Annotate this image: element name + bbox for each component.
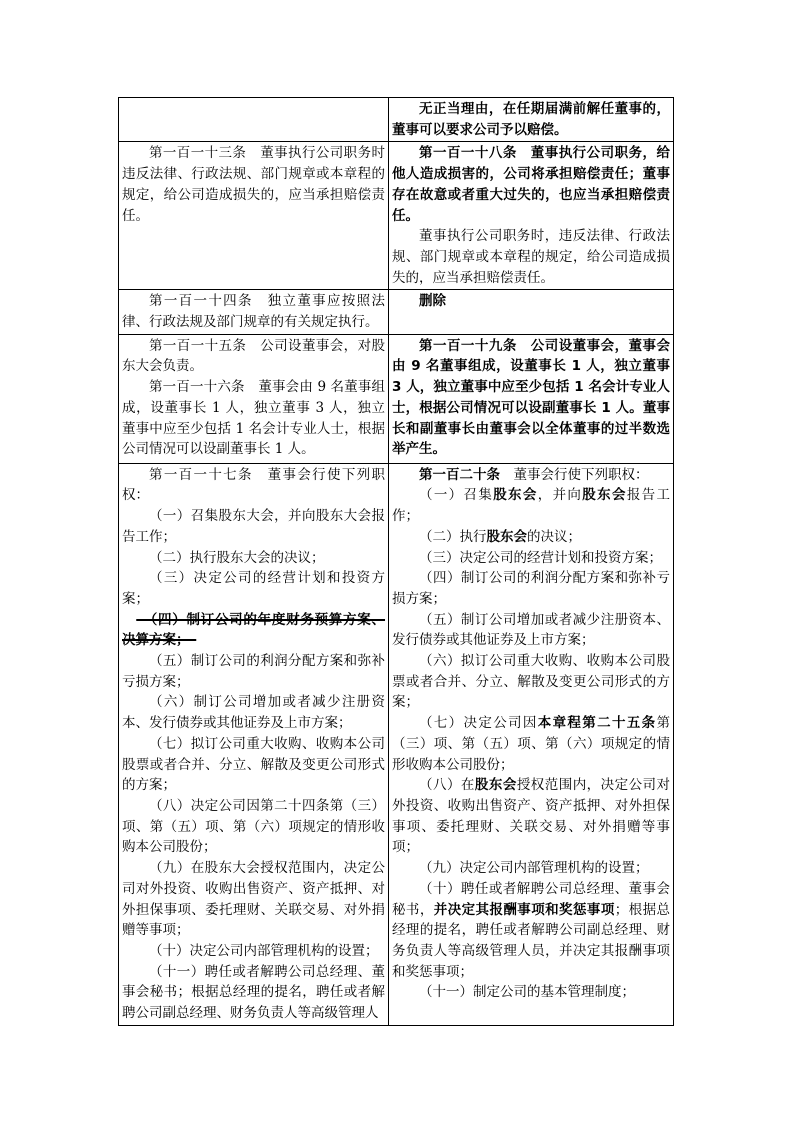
- text-run: （八）决定公司因第二十四条第（三）项、第（五）项、第（六）项规定的情形收购本公司股份；: [122, 797, 385, 856]
- table-row-1: [119, 98, 674, 142]
- paragraph: [392, 879, 670, 983]
- amended-text-cell-3: [389, 290, 674, 334]
- amended-text-cell-5: [389, 463, 674, 1025]
- paragraph: [122, 941, 385, 962]
- table-row-2: [119, 142, 674, 290]
- paragraph: [392, 858, 670, 879]
- emphasized-text: 第一百一十九条 公司设董事会，董事会由 9 名董事组成，设董事长 1 人，独立董事 3 人，独立董事中应至少包括 1 名会计专业人士，根据公司情况可以设副董事长 1 人。董事长和副董事长由董事会以全体董事的过半数选举产生。: [392, 337, 670, 458]
- paragraph: [122, 336, 385, 377]
- text-run: （四）制订公司的利润分配方案和弥补亏损方案；: [392, 570, 670, 607]
- amended-text-cell-2: [389, 142, 674, 290]
- paragraph: [122, 568, 385, 609]
- table-row-4: [119, 334, 674, 463]
- paragraph: [392, 775, 670, 858]
- paragraph: [392, 548, 670, 569]
- text-run: （六）制订公司增加或者减少注册资本、发行债券或其他证券及上市方案；: [122, 694, 385, 732]
- paragraph: [122, 506, 385, 547]
- text-run: ；根据总经理的提名，聘任或者解聘公司副总经理、财务负责人等高级管理人员，并决定其报酬事项和奖惩事项；: [392, 901, 671, 980]
- paragraph: [392, 982, 670, 1003]
- emphasized-text: 删除: [419, 293, 446, 310]
- text-run: （一）召集: [419, 487, 494, 504]
- original-text-cell-4: [119, 334, 389, 463]
- text-run: 第（三）项、第（五）项、第（六）项规定的情形收购本公司股份；: [392, 715, 670, 773]
- paragraph: [122, 796, 385, 858]
- text-run: 第一百一十六条 董事会由 9 名董事组成，设董事长 1 人，独立董事 3 人，独立董事中应至少包括 1 名会计专业人士，根据公司情况可以设副董事长 1 人。: [122, 379, 385, 458]
- text-run: （六）拟订公司重大收购、收购本公司股票或者合并、分立、解散及变更公司形式的方案；: [392, 653, 670, 711]
- paragraph: [392, 610, 670, 651]
- text-run: （九）在股东大会授权范围内，决定公司对外投资、收购出售资产、资产抵押、对外担保事项、委托理财、关联交易、对外捐赠等事项；: [122, 860, 385, 939]
- paragraph: [122, 143, 385, 226]
- paragraph: [122, 291, 385, 332]
- paragraph: [392, 291, 670, 312]
- amended-text-cell-4: [389, 334, 674, 463]
- paragraph: [122, 548, 385, 569]
- text-run: 第一百一十七条 董事会行使下列职权：: [122, 466, 385, 504]
- text-run: （一）召集股东大会，并向股东大会报告工作；: [122, 508, 385, 545]
- paragraph: [392, 527, 670, 548]
- paragraph: [122, 962, 385, 1024]
- original-text-cell-3: [119, 290, 389, 334]
- text-run: 的决议；: [527, 528, 581, 545]
- paragraph: [122, 465, 385, 506]
- paragraph: [392, 568, 670, 609]
- text-run: （五）制订公司的利润分配方案和弥补亏损方案；: [122, 653, 385, 690]
- paragraph: [122, 377, 385, 460]
- text-run: （二）执行股东大会的决议；: [149, 549, 325, 566]
- text-run: 授权范围内，决定公司对外投资、收购出售资产、资产抵押、对外担保事项、委托理财、关联交易、对外捐赠等事项；: [392, 777, 671, 856]
- text-run: （九）决定公司内部管理机构的设置；: [419, 860, 649, 877]
- emphasized-text: 第一百一十八条 董事执行公司职务，给他人造成损害的，公司将承担赔偿责任；董事存在故意或者重大过失的，也应当承担赔偿责任。: [392, 145, 670, 224]
- text-run: （三）决定公司的经营计划和投资方案；: [419, 549, 662, 566]
- paragraph: [392, 143, 670, 226]
- paragraph: [392, 226, 670, 288]
- text-run: [122, 612, 136, 628]
- paragraph: [122, 692, 385, 733]
- paragraph: [122, 610, 385, 651]
- text-run: （八）在: [419, 777, 475, 794]
- emphasized-text: 第一百二十条: [419, 466, 500, 483]
- table-row-3: [119, 290, 674, 334]
- deleted-text: （四）制订公司的年度财务预算方案、决算方案；: [122, 611, 386, 649]
- text-run: ，并向: [537, 487, 583, 504]
- paragraph: [392, 485, 670, 526]
- paragraph: [392, 99, 670, 140]
- text-run: （十一）聘任或者解聘公司总经理、董事会秘书；根据总经理的提名，聘任或者解聘公司副总经理、财务负责人等高级管理人: [122, 963, 385, 1022]
- paragraph: [392, 465, 670, 486]
- text-run: 董事执行公司职务时，违反法律、行政法规、部门规章或本章程的规定，给公司造成损失的，应当承担赔偿责任。: [392, 228, 670, 286]
- text-run: （十一）制定公司的基本管理制度；: [419, 984, 635, 1001]
- original-text-cell-2: [119, 142, 389, 290]
- table-row-5: [119, 463, 674, 1025]
- text-run: 第一百一十四条 独立董事应按照法律、行政法规及部门规章的有关规定执行。: [122, 293, 385, 331]
- paragraph: [392, 713, 670, 775]
- text-run: （七）拟订公司重大收购、收购本公司股票或者合并、分立、解散及变更公司形式的方案；: [122, 735, 385, 794]
- emphasized-text: 并决定其报酬事项和奖惩事项: [433, 901, 615, 918]
- text-run: （二）执行: [419, 528, 487, 545]
- text-run: 董事会行使下列职权：: [500, 466, 649, 483]
- text-run: （五）制订公司增加或者减少注册资本、发行债券或其他证券及上市方案；: [392, 611, 670, 649]
- original-text-cell-5: [119, 463, 389, 1025]
- emphasized-text: 无正当理由，在任期届满前解任董事的，董事可以要求公司予以赔偿。: [392, 101, 670, 138]
- paragraph: [122, 734, 385, 796]
- text-run: 报告工作；: [392, 487, 670, 525]
- emphasized-text: 股东会: [474, 777, 517, 794]
- paragraph: [122, 651, 385, 692]
- paragraph: [392, 651, 670, 713]
- original-text-cell-1: [119, 98, 389, 142]
- emphasized-text: 股东会: [582, 487, 627, 504]
- text-run: （三）决定公司的经营计划和投资方案；: [122, 570, 385, 607]
- emphasized-text: 本章程第二十五条: [537, 715, 657, 732]
- comparison-table-body: [119, 98, 674, 1026]
- paragraph: [122, 858, 385, 941]
- emphasized-text: 股东会: [493, 487, 538, 504]
- text-run: （七）决定公司因: [419, 715, 538, 732]
- text-run: （十）决定公司内部管理机构的设置；: [149, 942, 379, 959]
- emphasized-text: 股东会: [486, 528, 527, 545]
- amended-text-cell-1: [389, 98, 674, 142]
- text-run: 第一百一十三条 董事执行公司职务时违反法律、行政法规、部门规章或本章程的规定，给公司造成损失的，应当承担赔偿责任。: [122, 145, 385, 224]
- comparison-table: [118, 97, 674, 1026]
- paragraph: [392, 336, 670, 460]
- text-run: 第一百一十五条 公司设董事会，对股东大会负责。: [122, 337, 385, 375]
- text-run: （十）聘任或者解聘公司总经理、董事会秘书，: [392, 880, 670, 918]
